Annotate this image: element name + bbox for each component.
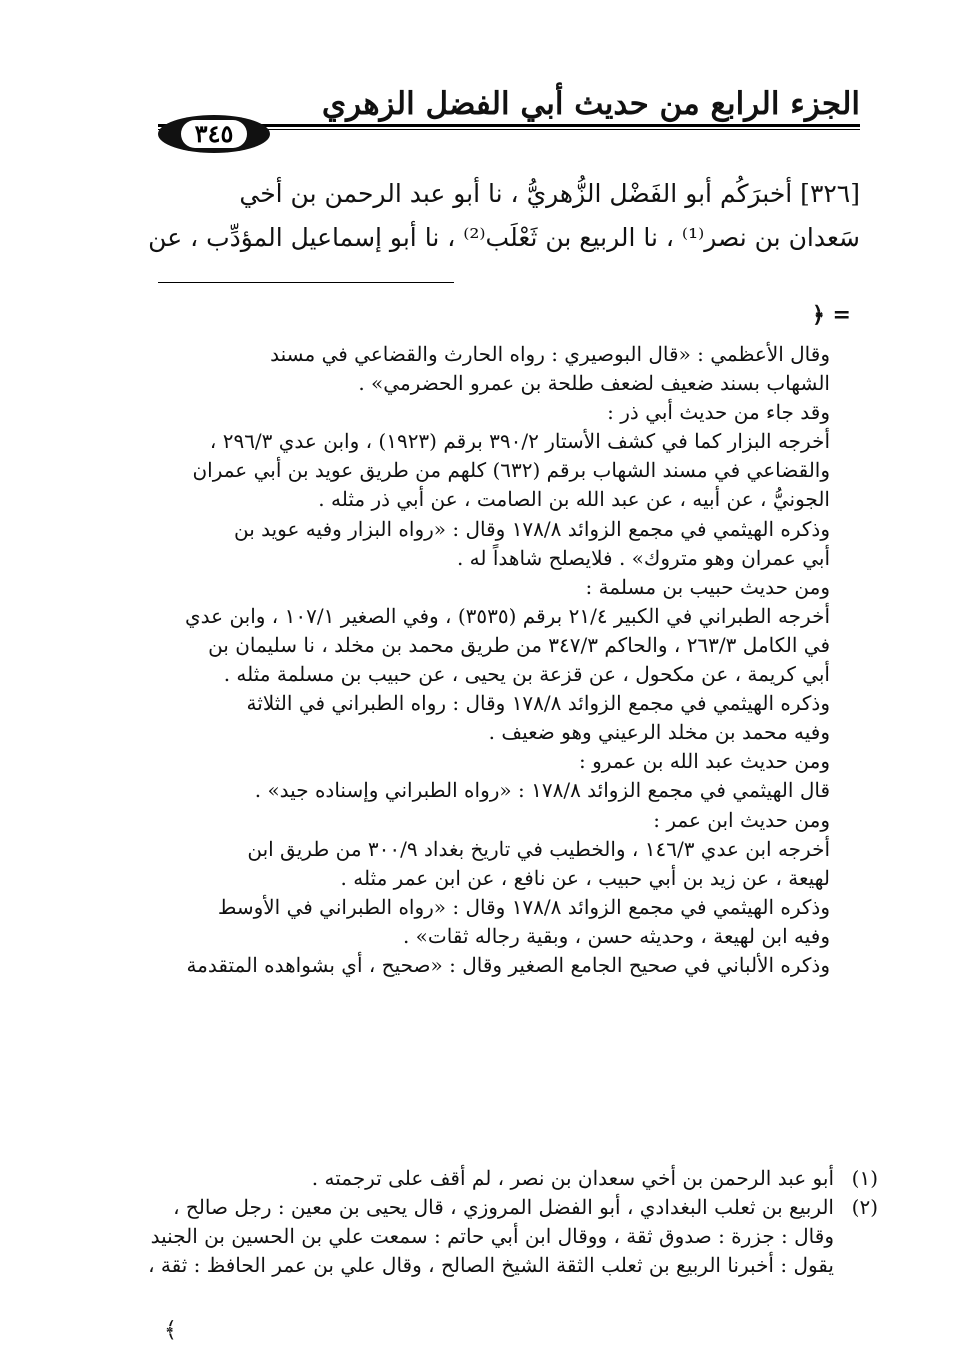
note-line: أخرجه ابن عدي ١٤٦/٣ ، والخطيب في تاريخ بغداد ٣٠٠/٩ من طريق ابن [247, 836, 830, 861]
note-line: الشهاب بسند ضعيف لضعف طلحة بن عمرو الحضرمي» . [358, 371, 830, 396]
continued-notes [158, 340, 830, 980]
page-number-badge [158, 115, 270, 153]
note-line: وقال الأعظمي : «قال البوصيري : رواه الحارث والقضاعي في مسند [270, 342, 830, 366]
continuation-mark: = ﴿ [812, 302, 851, 328]
note-line: قال الهيثمي في مجمع الزوائد ١٧٨/٨ : «رواه الطبراني وإسناده جيد» . [254, 778, 830, 803]
footnote-2 [148, 1193, 878, 1280]
note-line: أخرجه الطبراني في الكبير ٢١/٤ برقم (٣٥٣٥) ، وفي الصغير ١٠٧/١ ، وابن عدي [185, 603, 830, 628]
running-header [158, 78, 860, 130]
footnote-number: (٢) [851, 1195, 878, 1220]
note-line: ومن حديث حبيب بن مسلمة : [585, 574, 830, 599]
note-line: وفيه محمد بن مخلد الرعيني وهو ضعيف . [488, 720, 830, 745]
main-line: سَعدان بن نصر⁽¹⁾ ، نا الربيع بن ثَعْلَب⁽²⁾ ، نا أبو إسماعيل المؤدِّب ، عن [148, 223, 860, 252]
note-line: وذكره الهيثمي في مجمع الزوائد ١٧٨/٨ وقال : «رواه البزار وفيه عويد بن [233, 516, 830, 541]
note-line: أبي عمران وهو متروك» . فلايصلح شاهداً له . [456, 545, 830, 570]
footnote-number: (١) [851, 1166, 878, 1190]
note-line: وذكره الهيثمي في مجمع الزوائد ١٧٨/٨ وقال : «رواه الطبراني في الأوسط [217, 894, 830, 919]
main-line: [٣٢٦] أخبرَكُم أبو الفَضْل الزُّهريُّ ، نا أبو عبد الرحمن بن أخي [239, 179, 860, 208]
note-line: أخرجه البزار كما في كشف الأستار ٣٩٠/٢ برقم (١٩٢٣) ، وابن عدي ٢٩٦/٣ ، [209, 429, 830, 454]
main-hadith-text [148, 172, 860, 260]
note-line: وذكره الهيثمي في مجمع الزوائد ١٧٨/٨ وقال : رواه الطبراني في الثلاثة [246, 691, 830, 716]
note-line: في الكامل ٢٦٣/٣ ، والحاكم ٣٤٧/٣ من طريق محمد بن مخلد ، نا سليمان بن [208, 632, 830, 657]
note-line: وفيه ابن لهيعة ، وحديثه حسن ، وبقية رجاله ثقات» . [402, 923, 830, 948]
note-line: لهيعة ، عن زيد بن أبي حبيب ، عن نافع ، عن ابن عمر مثله . [340, 865, 830, 890]
note-line: الجونيُّ ، عن أبيه ، عن عبد الله بن الصامت ، عن أبي ذر مثله . [318, 487, 830, 512]
footnote-line: الربيع بن ثعلب البغدادي ، أبو الفضل المروزي ، قال يحيى بن معين : رجل صالح ، [173, 1195, 834, 1220]
footnotes [148, 1164, 878, 1280]
note-line: والقضاعي في مسند الشهاب برقم (٦٣٢) كلهم من طريق عويد بن أبي عمران [192, 458, 830, 483]
note-line: وقد جاء من حديث أبي ذر : [607, 400, 830, 425]
header-title: الجزء الرابع من حديث أبي الفضل الزهري [321, 86, 860, 122]
footnote-line: أبو عبد الرحمن بن أخي سعدان بن نصر ، لم أقف على ترجمته . [311, 1166, 834, 1190]
footnote-line: يقول : أخبرنا الربيع بن ثعلب الثقة الشيخ الصالح ، وقال علي بن عمر الحافظ : ثقة ، [148, 1253, 834, 1278]
page-number: ٣٤٥ [181, 120, 248, 148]
footnote-line: وقال : جزرة : صدوق ثقة ، ووقال ابن أبي حاتم : سمعت علي بن الحسين بن الجنيد [150, 1224, 834, 1249]
footnote-1 [158, 1164, 878, 1193]
note-line: وذكره الألباني في صحيح الجامع الصغير وقال : «صحيح ، أي بشواهده المتقدمة [186, 952, 830, 977]
note-line: ومن حديث عبد الله بن عمرو : [579, 749, 830, 774]
footnote-divider [158, 282, 454, 283]
note-line: ومن حديث ابن عمر : [653, 807, 830, 832]
page-end-mark: ﴾ [164, 1318, 177, 1343]
note-line: أبي كريمة ، عن مكحول ، عن قزعة بن يحيى ، عن حبيب بن مسلمة مثله . [223, 662, 830, 687]
